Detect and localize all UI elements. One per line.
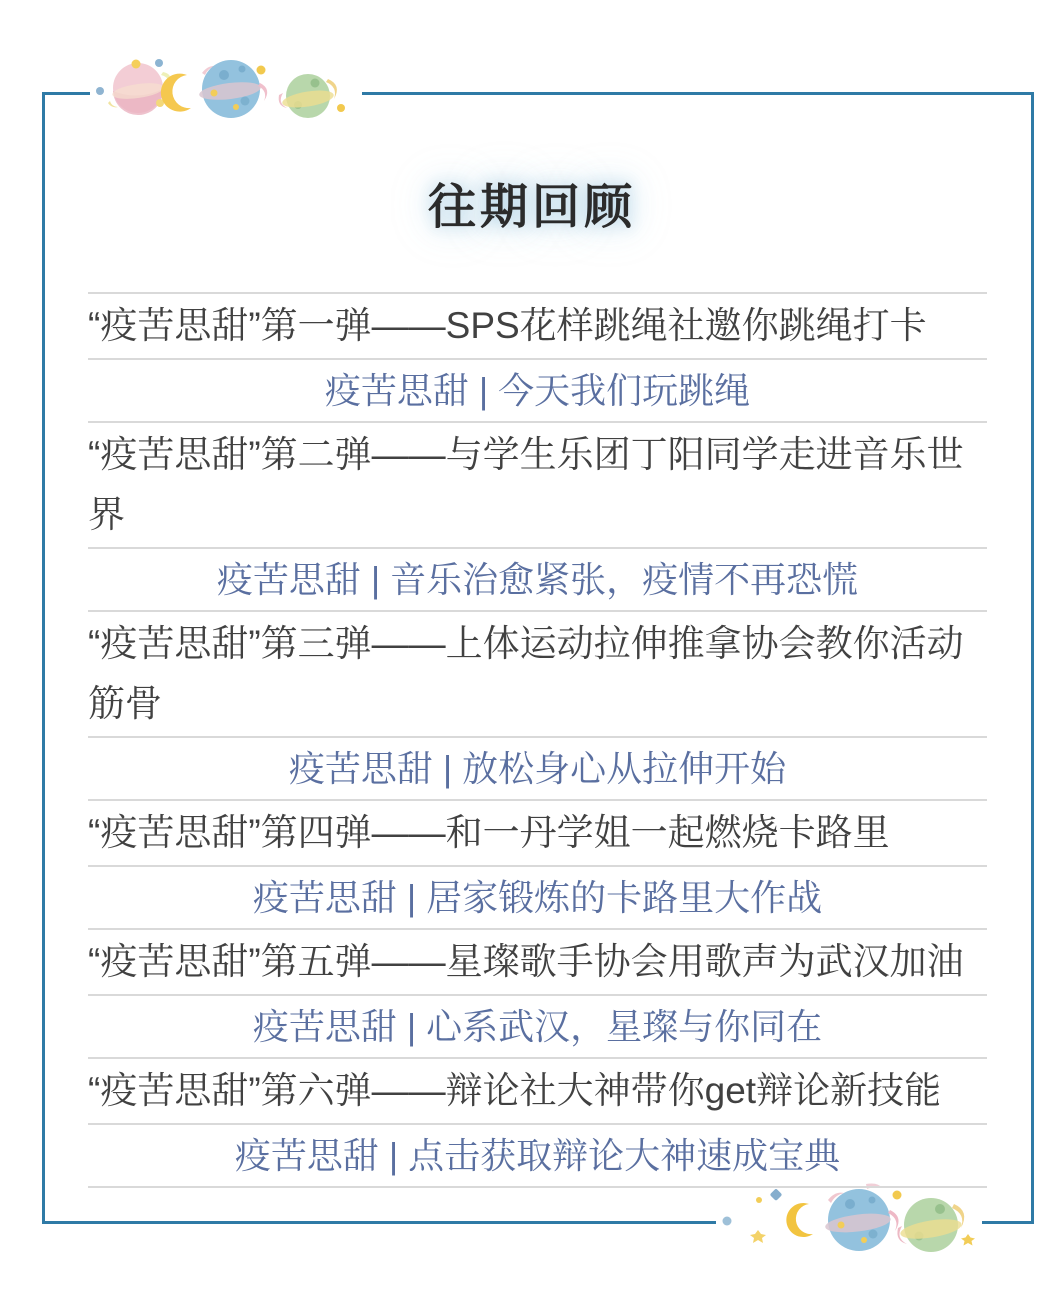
article-link[interactable]: 疫苦思甜 | 放松身心从拉伸开始 [88, 736, 987, 799]
article-link[interactable]: 疫苦思甜 | 音乐治愈紧张，疫情不再恐慌 [88, 547, 987, 610]
page-title: 往期回顾 [427, 181, 636, 234]
article-link[interactable]: 疫苦思甜 | 点击获取辩论大神速成宝典 [88, 1123, 987, 1186]
article-title: “疫苦思甜”第一弹——SPS花样跳绳社邀你跳绳打卡 [88, 292, 987, 358]
article-title: “疫苦思甜”第五弹——星璨歌手协会用歌声为武汉加油 [88, 928, 987, 994]
planets-decoration-top [90, 55, 362, 127]
article-title: “疫苦思甜”第三弹——上体运动拉伸推拿协会教你活动筋骨 [88, 610, 987, 736]
article-link[interactable]: 疫苦思甜 | 今天我们玩跳绳 [88, 358, 987, 421]
archive-list [88, 292, 987, 1188]
planets-icon-bottom [716, 1178, 982, 1258]
article-title: “疫苦思甜”第二弹——与学生乐团丁阳同学走进音乐世界 [88, 421, 987, 547]
article-title: “疫苦思甜”第六弹——辩论社大神带你get辩论新技能 [88, 1057, 987, 1123]
planets-icon-top [90, 55, 362, 127]
article-title: “疫苦思甜”第四弹——和一丹学姐一起燃烧卡路里 [88, 799, 987, 865]
planets-decoration-bottom [716, 1178, 982, 1258]
article-link[interactable]: 疫苦思甜 | 心系武汉，星璨与你同在 [88, 994, 987, 1057]
article-link[interactable]: 疫苦思甜 | 居家锻炼的卡路里大作战 [88, 865, 987, 928]
